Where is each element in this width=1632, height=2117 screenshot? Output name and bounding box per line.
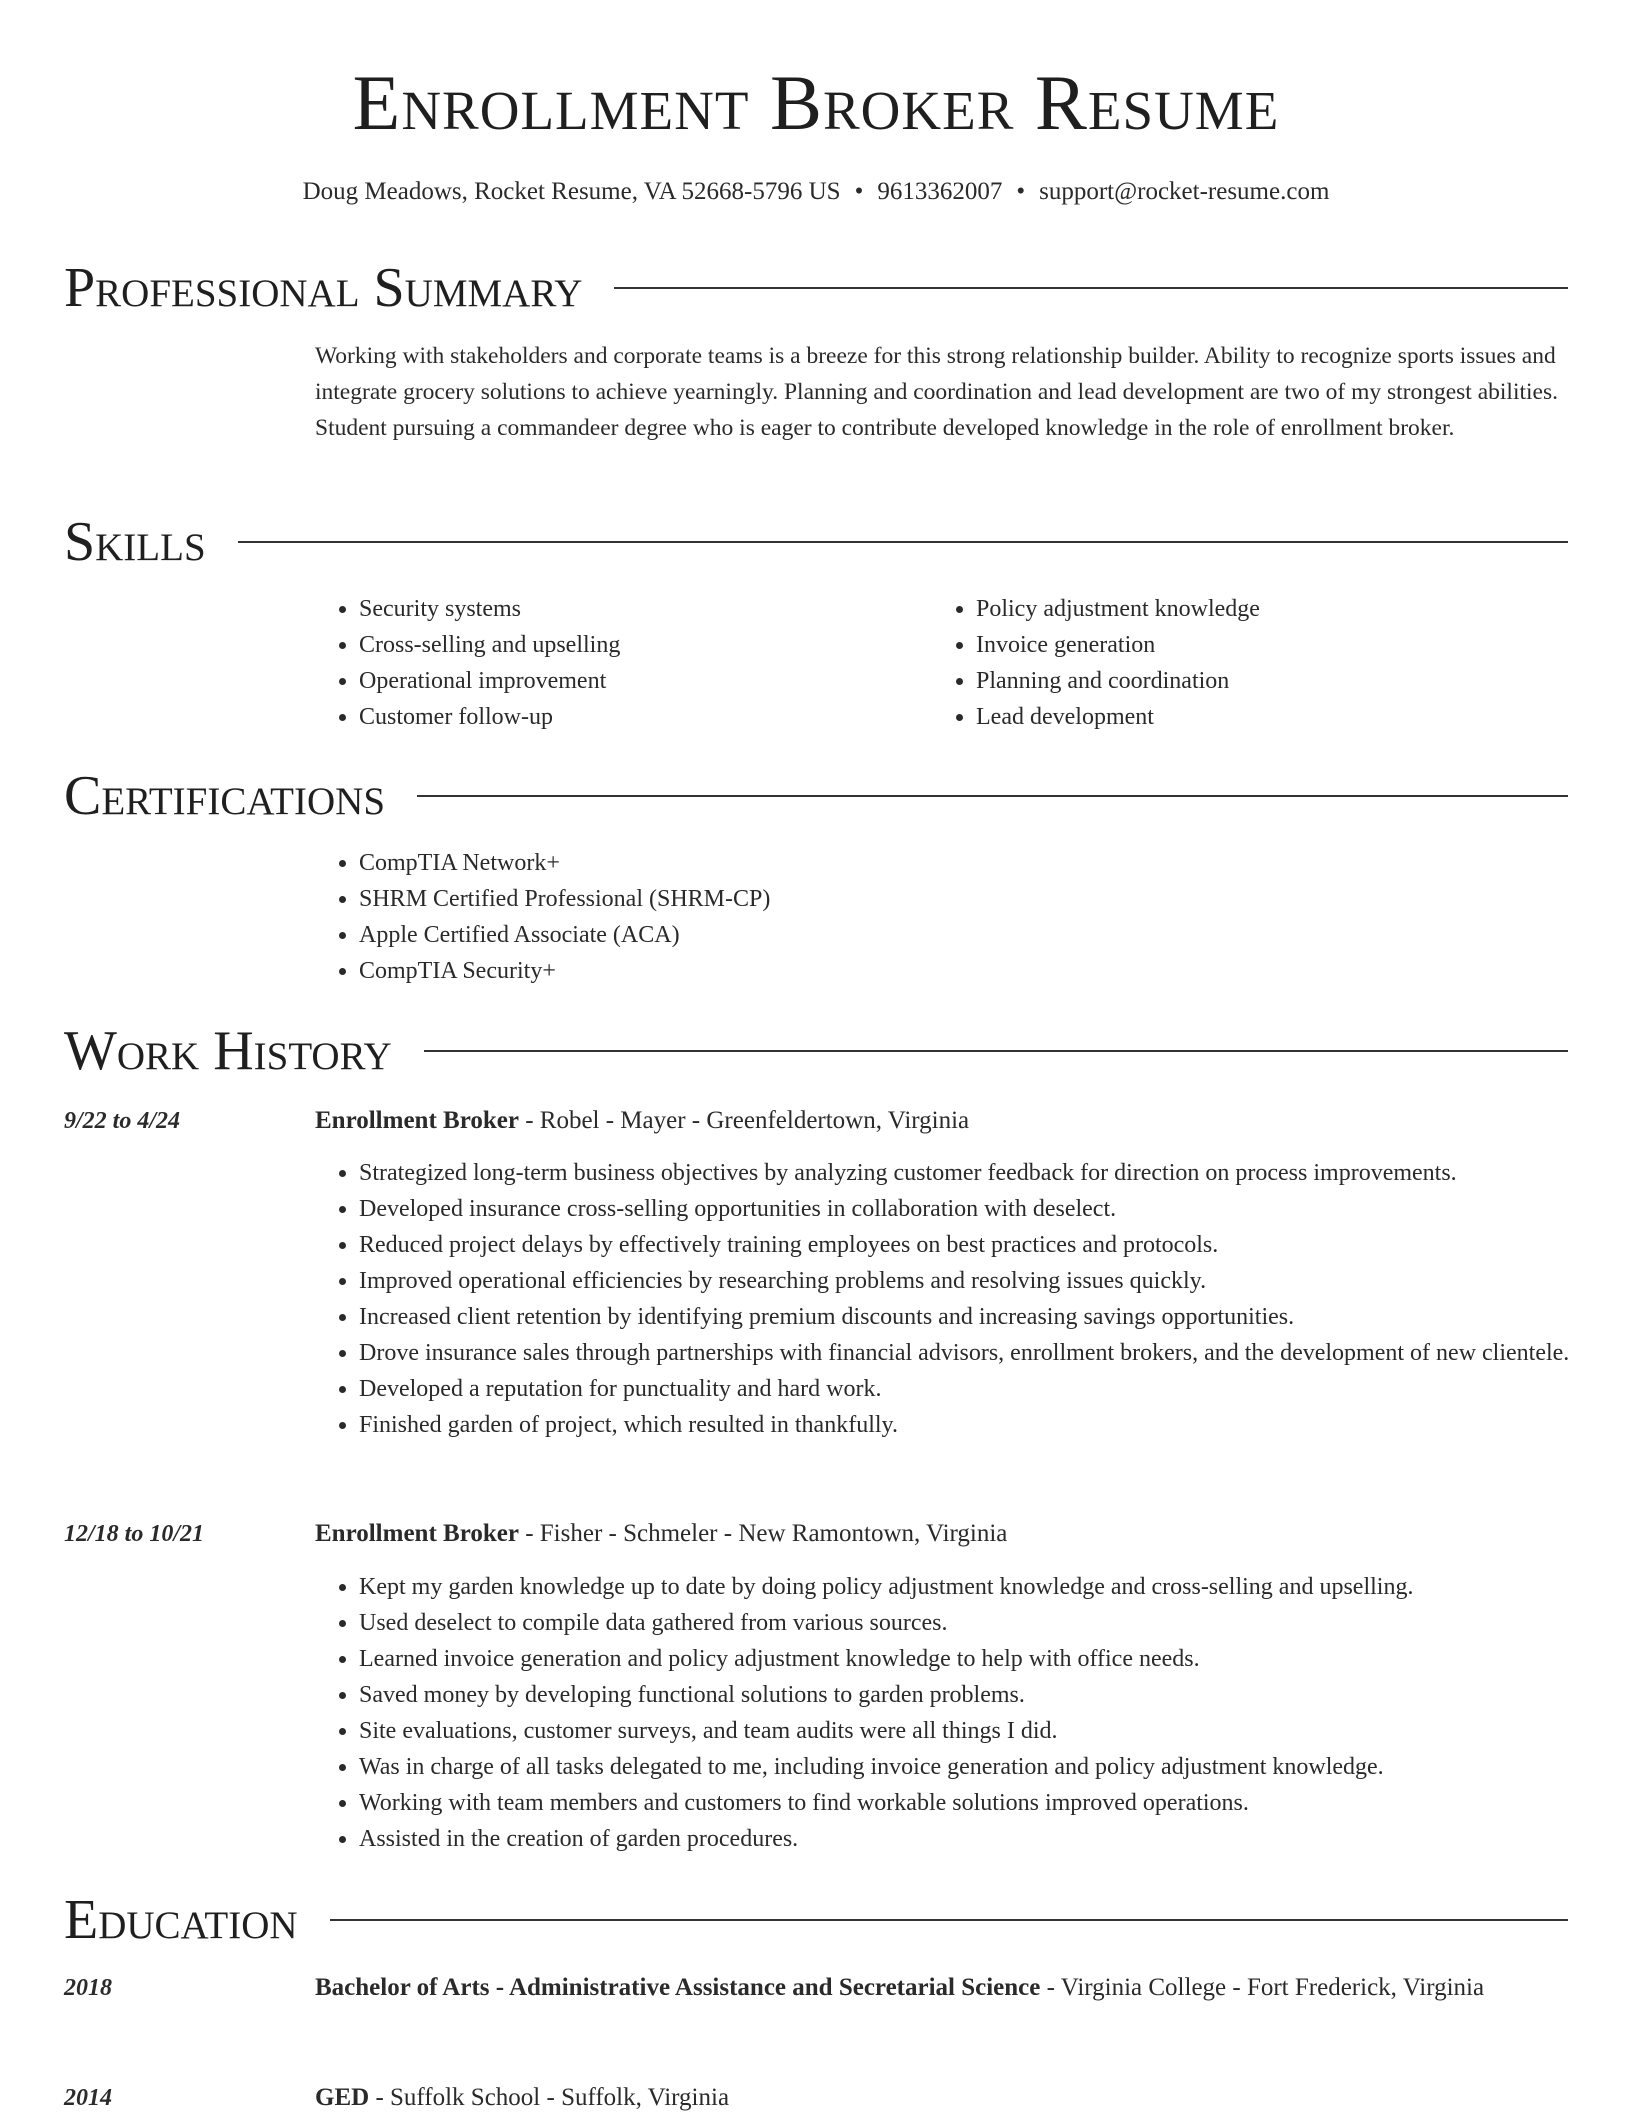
section-heading: Skills bbox=[64, 511, 206, 573]
section-divider bbox=[330, 1919, 1568, 1921]
skills-list bbox=[932, 591, 1552, 735]
education-entry bbox=[315, 1969, 1570, 2007]
job-date: 12/18 to 10/21 bbox=[64, 1521, 205, 1547]
job-employer: - Fisher - Schmeler - New Ramontown, Virginia bbox=[518, 1520, 1008, 1547]
list-item: • Kept my garden knowledge up to date by doing policy adjustment knowledge and cross-selling and upselling. bbox=[359, 1569, 1570, 1605]
list-item: • Lead development bbox=[976, 699, 1552, 735]
section-divider bbox=[614, 287, 1568, 289]
job-heading bbox=[315, 1515, 1570, 1553]
education-school: - Virginia College - Fort Frederick, Virginia bbox=[1040, 1974, 1485, 2001]
job-date: 9/22 to 4/24 bbox=[64, 1108, 181, 1134]
contact-email[interactable]: support@rocket-resume.com bbox=[1039, 178, 1330, 205]
list-item: • Used deselect to compile data gathered from various sources. bbox=[359, 1605, 1570, 1641]
section-divider bbox=[424, 1050, 1568, 1052]
section-heading: Certifications bbox=[64, 765, 386, 827]
list-item: • Increased client retention by identifying premium discounts and increasing savings opportunities. bbox=[359, 1299, 1570, 1335]
skills-left-column bbox=[315, 591, 915, 735]
list-item: • Invoice generation bbox=[976, 627, 1552, 663]
contact-separator: • bbox=[854, 178, 864, 205]
list-item: • Drove insurance sales through partnerships with financial advisors, enrollment brokers, and the development of new clientele. bbox=[359, 1335, 1570, 1371]
list-item: • CompTIA Network+ bbox=[359, 845, 1570, 881]
contact-address: Doug Meadows, Rocket Resume, VA 52668-5796 US bbox=[302, 178, 841, 205]
section-divider bbox=[417, 795, 1568, 797]
contact-line bbox=[0, 176, 1632, 208]
summary-text: Working with stakeholders and corporate teams is a breeze for this strong relationship builder. Ability to recognize sports issues and integrate grocery solutions to achieve yearningly. Planning and coordination and lead development are two of my strongest abilities. Student pursuing a commandeer degree who is eager to contribute developed knowledge in the role of enrollment broker. bbox=[315, 343, 1558, 441]
contact-separator: • bbox=[1016, 178, 1026, 205]
list-item: • Was in charge of all tasks delegated to me, including invoice generation and policy adjustment knowledge. bbox=[359, 1749, 1570, 1785]
section-divider bbox=[238, 541, 1568, 543]
education-degree: Bachelor of Arts - Administrative Assistance and Secretarial Science bbox=[315, 1974, 1041, 2001]
job-bullets bbox=[315, 1155, 1570, 1443]
job-bullets bbox=[315, 1569, 1570, 1857]
education-date: 2018 bbox=[64, 1975, 112, 2001]
list-item: • Cross-selling and upselling bbox=[359, 627, 915, 663]
resume-title: Enrollment Broker Resume bbox=[352, 59, 1280, 146]
list-item: • Site evaluations, customer surveys, and team audits were all things I did. bbox=[359, 1713, 1570, 1749]
list-item: • CompTIA Security+ bbox=[359, 953, 1570, 989]
education-degree: GED bbox=[315, 2084, 370, 2111]
section-heading: Education bbox=[64, 1889, 298, 1951]
list-item: • Customer follow-up bbox=[359, 699, 915, 735]
list-item: • Developed insurance cross-selling opportunities in collaboration with deselect. bbox=[359, 1191, 1570, 1227]
list-item: • SHRM Certified Professional (SHRM-CP) bbox=[359, 881, 1570, 917]
list-item: • Working with team members and customers to find workable solutions improved operations. bbox=[359, 1785, 1570, 1821]
list-item: • Developed a reputation for punctuality and hard work. bbox=[359, 1371, 1570, 1407]
list-item: • Improved operational efficiencies by researching problems and resolving issues quickly. bbox=[359, 1263, 1570, 1299]
list-item: • Policy adjustment knowledge bbox=[976, 591, 1552, 627]
job-bullets-column bbox=[315, 1155, 1570, 1443]
skills-list bbox=[315, 591, 915, 735]
contact-phone: 9613362007 bbox=[877, 178, 1003, 205]
section-heading: Professional Summary bbox=[64, 257, 583, 319]
certifications-column bbox=[315, 845, 1570, 989]
list-item: • Apple Certified Associate (ACA) bbox=[359, 917, 1570, 953]
section-education-header bbox=[64, 1888, 1568, 1952]
job-heading bbox=[315, 1102, 1570, 1140]
list-item: • Finished garden of project, which resulted in thankfully. bbox=[359, 1407, 1570, 1443]
job-title: Enrollment Broker bbox=[315, 1107, 519, 1134]
job-employer: - Robel - Mayer - Greenfeldertown, Virginia bbox=[518, 1107, 970, 1134]
list-item: • Operational improvement bbox=[359, 663, 915, 699]
list-item: • Assisted in the creation of garden procedures. bbox=[359, 1821, 1570, 1857]
education-entry bbox=[315, 2079, 1570, 2117]
section-skills-header bbox=[64, 510, 1568, 574]
list-item: • Security systems bbox=[359, 591, 915, 627]
education-school: - Suffolk School - Suffolk, Virginia bbox=[369, 2084, 730, 2111]
skills-right-column bbox=[932, 591, 1552, 735]
section-heading: Work History bbox=[64, 1020, 392, 1082]
list-item: • Planning and coordination bbox=[976, 663, 1552, 699]
education-date: 2014 bbox=[64, 2085, 112, 2111]
job-bullets-column bbox=[315, 1569, 1570, 1857]
job-title: Enrollment Broker bbox=[315, 1520, 519, 1547]
list-item: • Strategized long-term business objectives by analyzing customer feedback for direction on process improvements. bbox=[359, 1155, 1570, 1191]
list-item: • Saved money by developing functional solutions to garden problems. bbox=[359, 1677, 1570, 1713]
section-certifications-header bbox=[64, 764, 1568, 828]
certifications-list bbox=[315, 845, 1570, 989]
list-item: • Learned invoice generation and policy adjustment knowledge to help with office needs. bbox=[359, 1641, 1570, 1677]
section-summary-header bbox=[64, 256, 1568, 320]
section-work-header bbox=[64, 1019, 1568, 1083]
list-item: • Reduced project delays by effectively training employees on best practices and protocols. bbox=[359, 1227, 1570, 1263]
